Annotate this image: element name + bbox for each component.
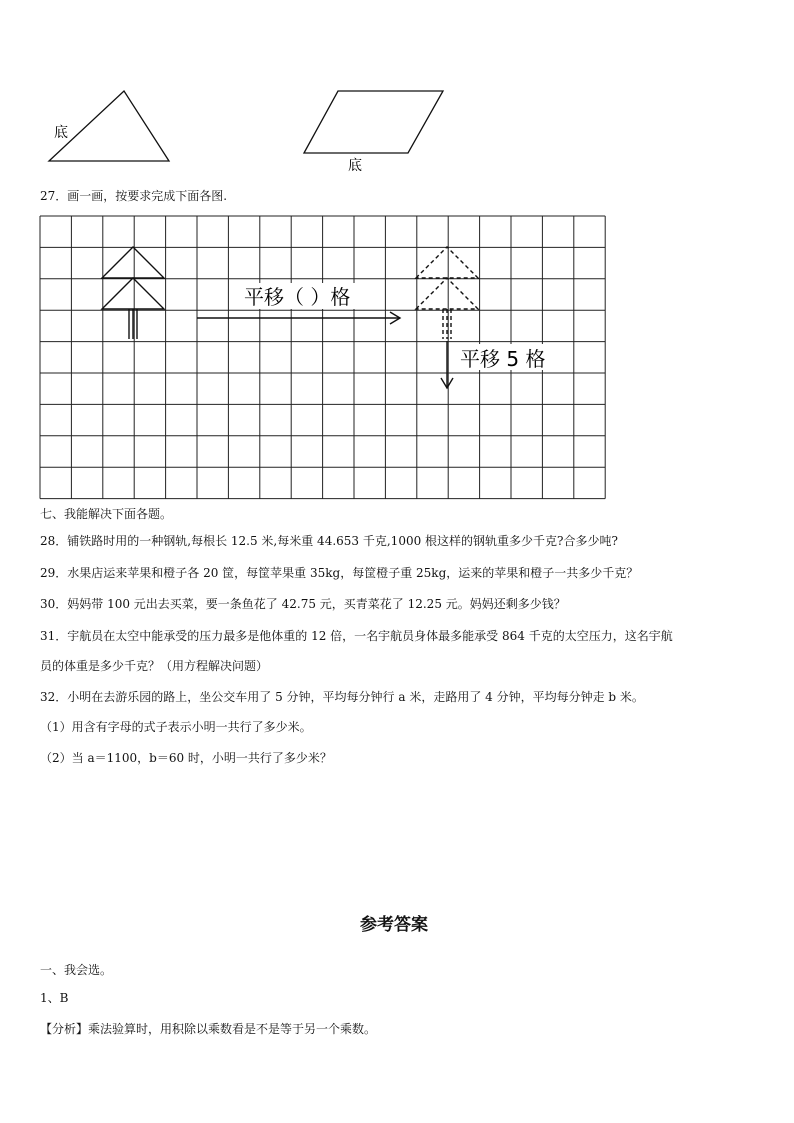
tree-bottom-triangle <box>102 278 164 309</box>
tree-translated <box>416 247 478 339</box>
answers-title: 参考答案 <box>360 915 428 935</box>
question-32-part2: （2）当 a＝1100，b＝60 时，小明一共行了多少米？ <box>40 751 332 765</box>
question-32-part1: （1）用含有字母的式子表示小明一共行了多少米。 <box>40 720 312 734</box>
tree-original <box>102 247 164 339</box>
answers-section1: 一、我会选。 <box>40 963 113 977</box>
question-31: 31．宇航员在太空中能承受的压力最多是他体重的 12 倍，一名宇航员身体最多能承受 864 千克的太空压力，这名宇航 <box>40 629 673 643</box>
question-29: 29．水果店运来苹果和橙子各 20 筐，每筐苹果重 35kg，每筐橙子重 25kg，运来的苹果和橙子一共多少千克？ <box>40 566 639 580</box>
question-28: 28．铺铁路时用的一种钢轨,每根长 12.5 米,每米重 44.653 千克,1000 根这样的钢轨重多少千克?合多少吨? <box>40 534 618 548</box>
right-arrow <box>197 312 400 324</box>
parallelogram-base-label: 底 <box>348 158 362 174</box>
answer-analysis: 【分析】乘法验算时，用积除以乘数看是不是等于另一个乘数。 <box>40 1022 377 1036</box>
triangle-base-label: 底 <box>54 125 68 141</box>
question-30: 30．妈妈带 100 元出去买菜，要一条鱼花了 42.75 元，买青菜花了 12.25 元。妈妈还剩多少钱？ <box>40 597 566 611</box>
shift-right-label: 平移（ ）格 <box>244 285 351 309</box>
question-31-cont: 员的体重是多少千克？（用方程解决问题） <box>40 659 269 673</box>
section7-heading: 七、我能解决下面各题。 <box>40 507 173 521</box>
down-arrow <box>441 341 453 388</box>
tree-bottom-triangle-dashed <box>416 278 478 309</box>
shift-down-label: 平移 5 格 <box>460 347 546 371</box>
tree-top-triangle-dashed <box>416 247 478 278</box>
q27-prompt: 27．画一画，按要求完成下面各图. <box>40 189 228 203</box>
tree-top-triangle <box>102 247 164 278</box>
answer-item-1: 1、B <box>40 991 69 1005</box>
question-32: 32．小明在去游乐园的路上，坐公交车用了 5 分钟，平均每分钟行 a 米，走路用了 4 分钟，平均每分钟走 b 米。 <box>40 690 644 704</box>
